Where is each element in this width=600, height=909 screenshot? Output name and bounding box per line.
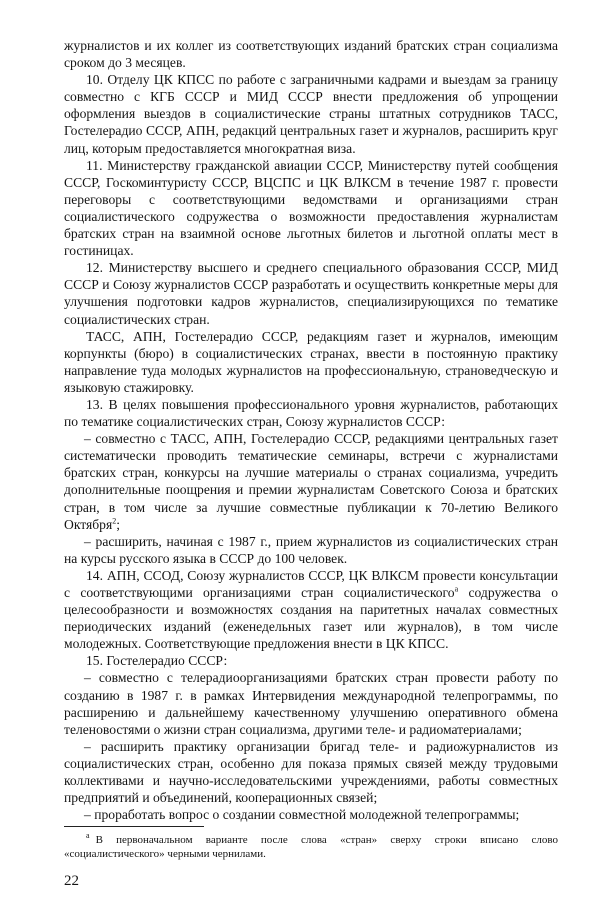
paragraph-item-13-dash-1: – совместно с ТАСС, АПН, Гостелерадио СССР, редакциями центральных газет систематически проводить тематические семинары, встречи с журналистами братских стран, конкурсы на лучшие материалы о странах социализма, учредить дополнительные поощрения и премии журналистам Советского Союза и братских стран, в том числе за лучшие совместные публикации к 70-летию Великого Октября$^2$; (64, 431, 558, 532)
paragraph-item-11: 11. Министерству гражданской авиации СССР, Министерству путей сообщения СССР, Госкоминтуристу СССР, ВЦСПС и ЦК ВЛКСМ в течение 1987 г. провести переговоры с соответствующими ведомствами и организациями стран социалистического содружества о возможности предоставления журналистам братских стран на взаимной основе льготных билетов и льготной оплаты мест в гостиницах. (64, 157, 558, 259)
note-ref-a: а (454, 584, 459, 594)
footnote-divider (64, 826, 204, 827)
paragraph-item-14 (64, 567, 558, 652)
paragraph-continuation: журналистов и их коллег из соответствующих изданий братских стран социализма сроком до 3 месяцев. (64, 38, 558, 71)
paragraph-item-10: 10. Отделу ЦК КПСС по работе с заграничными кадрами и выездам за границу совместно с КГБ СССР и МИД СССР внести предложения об упрощении оформления выездов в социалистические страны штатных сотрудников ТАСС, Гостелерадио СССР, АПН, редакций центральных газет и журналов, расширить круг лиц, которым предоставляется многократная виза. (64, 72, 558, 156)
paragraph-item-14-text-b: содружества о целесообразности и возможностях создания на паритетных началах совместных периодических изданий (еженедельных газет или журналов), в том числе молодежных. Соответствующие предложения внести в ЦК КПСС. (64, 585, 559, 652)
paragraph-item-15: 15. Гостелерадио СССР: (86, 653, 228, 669)
paragraph-item-15-dash-2: – расширить практику организации бригад теле- и радиожурналистов из социалистических стран, особенно для показа прямых связей между трудовыми коллективами и научно-исследовательскими учреждениями, работы совместных предприятий и объединений, кооперационных связей; (64, 738, 558, 806)
paragraph-item-13-dash-1-text: – совместно с ТАСС, АПН, Гостелерадио СССР, редакциями центральных газет систематически проводить тематические семинары, встречи с журналистами братских стран, конкурсы на лучшие материалы о странах социализма, учредить дополнительные поощрения и премии журналистам Советского Союза и братских стран, в том числе за лучшие совместные публикации к 70-летию Великого Октября (64, 431, 558, 532)
note-ref-2: 2 (112, 516, 117, 526)
paragraph-item-15-dash-3: – проработать вопрос о создании совместной молодежной телепрограммы; (84, 807, 520, 823)
paragraph-item-14-text-a: 14. АПН, ССОД, Союзу журналистов СССР, ЦК ВЛКСМ провести консультации с соответствующими организациями стран социалистического (64, 567, 558, 600)
paragraph-item-13-dash-2: – расширить, начиная с 1987 г., прием журналистов из социалистических стран на курсы русского языка в СССР до 100 человек. (64, 533, 558, 566)
paragraph-item-15-dash-1: – совместно с телерадиоорганизациями братских стран провести работу по созданию в 1987 г. в рамках Интервидения международной телепрограммы, по расширению и дальнейшему качественному улучшению оперативного обмена теленовостями о жизни стран социализма, другими теле- и радиоматериалами; (64, 670, 558, 737)
footnote (64, 833, 558, 861)
footnote-text: В первоначальном варианте после слова «стран» сверху строки вписано слово «социалистического» черными чернилами. (64, 834, 558, 860)
document-body (64, 37, 558, 823)
paragraph-item-13: 13. В целях повышения профессионального уровня журналистов, работающих по тематике социалистических стран, Союзу журналистов СССР: (64, 396, 558, 430)
footnote-marker: а (86, 831, 90, 841)
paragraph-tass-apn: ТАСС, АПН, Гостелерадио СССР, редакциям газет и журналов, имеющим корпункты (бюро) в социалистических странах, ввести в постоянную практику направление туда молодых журналистов на профессиональную, страноведческую и языковую стажировку. (64, 328, 558, 395)
page-number: 22 (64, 873, 79, 889)
paragraph-item-12: 12. Министерству высшего и среднего специального образования СССР, МИД СССР и Союзу журналистов СССР разработать и осуществить конкретные меры для улучшения подготовки кадров журналистов, специализирующихся по тематике социалистических стран. (64, 260, 558, 327)
